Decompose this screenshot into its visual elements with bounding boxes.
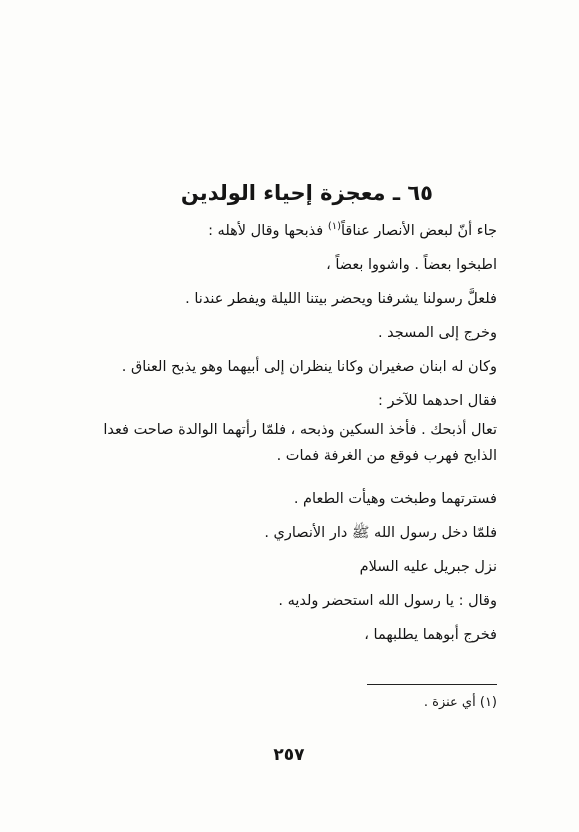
paragraph-line: الذابح فهرب فوقع من الغرفة فمات . <box>276 448 497 464</box>
footnote-divider <box>367 684 497 685</box>
paragraph-line: فخرج أبوهما يطلبهما ، <box>364 627 497 643</box>
paragraph-line: وكان له ابنان صغيران وكانا ينظران إلى أبيهما وهو يذبح العناق . <box>121 359 497 375</box>
line-text: جاء أنّ لبعض الأنصار عناقاً <box>341 223 497 239</box>
paragraph-line: تعال أذبحك . فأخذ السكين وذبحه ، فلمّا رأتهما الوالدة صاحت فعدا <box>103 422 497 438</box>
paragraph-line: اطبخوا بعضاً . واشووا بعضاً ، <box>326 257 497 273</box>
paragraph-line: وخرج إلى المسجد . <box>377 325 497 341</box>
body-text <box>77 214 497 652</box>
paragraph-line: فقال احدهما للآخر : <box>377 393 497 409</box>
paragraph-line: فلعلَّ رسولنا يشرفنا ويحضر بيتنا الليلة ويفطر عندنا . <box>185 291 497 307</box>
footnote-reference: (١) <box>327 221 341 233</box>
line-text: فذبحها وقال لأهله : <box>208 223 328 239</box>
footnote: (١) أي عنزة . <box>423 695 497 710</box>
section-heading: ٦٥ ـ معجزة إحياء الولدين <box>180 181 433 205</box>
paragraph-line: فلمّا دخل رسول الله ﷺ دار الأنصاري . <box>264 525 497 541</box>
paragraph-line: نزل جبريل عليه السلام <box>359 559 497 575</box>
paragraph-line: وقال : يا رسول الله استحضر ولديه . <box>278 593 497 609</box>
paragraph-line <box>77 214 497 248</box>
paragraph-line: فسترتهما وطبخت وهيأت الطعام . <box>293 491 497 507</box>
page-number: ٢٥٧ <box>273 745 305 765</box>
